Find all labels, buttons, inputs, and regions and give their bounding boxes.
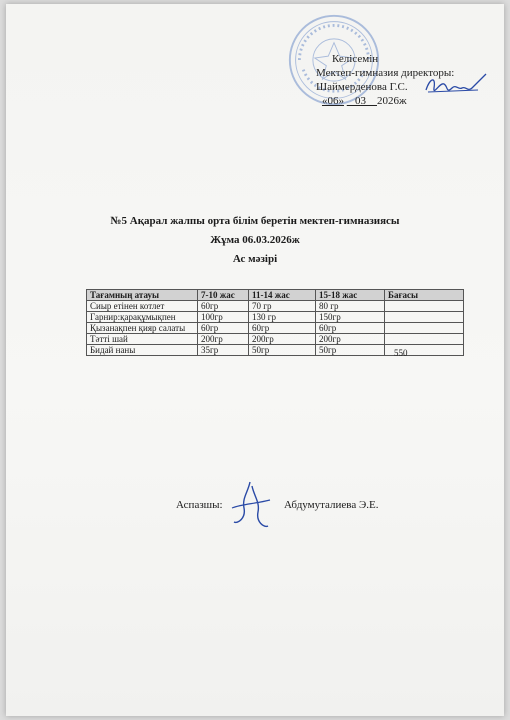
portion-7-10: 200гр (198, 334, 249, 345)
date-day: «06» (322, 95, 344, 107)
portion-15-18: 80 гр (316, 301, 385, 312)
cook-signature (228, 478, 274, 532)
table-row (87, 323, 464, 334)
director-signature (420, 68, 490, 104)
table-row (87, 301, 464, 312)
portion-15-18: 200гр (316, 334, 385, 345)
menu-table (86, 289, 464, 356)
portion-11-14: 50гр (249, 345, 316, 356)
document-page (6, 4, 504, 716)
column-header: Бағасы (385, 290, 464, 301)
column-header: 15-18 жас (316, 290, 385, 301)
cook-name: Абдумуталиева Э.Е. (284, 499, 379, 511)
dish-name: Сиыр етінен котлет (87, 301, 198, 312)
dish-name: Қызанақпен қияр салаты (87, 323, 198, 334)
column-header: Тағамның атауы (87, 290, 198, 301)
date-month: 03 (355, 95, 366, 107)
dish-name: Гарнир:қарақұмықпен (87, 312, 198, 323)
menu-date: Жұма 06.03.2026ж (210, 234, 300, 246)
portion-7-10: 60гр (198, 301, 249, 312)
table-row (87, 334, 464, 345)
price-cell (385, 334, 464, 345)
document-title: Ас мәзірі (232, 253, 278, 265)
portion-15-18: 60гр (316, 323, 385, 334)
title-block (0, 212, 510, 269)
dish-name: Бидай наны (87, 345, 198, 356)
table-header-row (87, 290, 464, 301)
portion-7-10: 35гр (198, 345, 249, 356)
dish-name: Тәтті шай (87, 334, 198, 345)
total-price: 550 (394, 348, 408, 358)
approval-heading: Келісемін (332, 53, 379, 65)
column-header: 11-14 жас (249, 290, 316, 301)
date-year: 2026ж (377, 95, 407, 107)
portion-11-14: 200гр (249, 334, 316, 345)
portion-15-18: 150гр (316, 312, 385, 323)
price-cell (385, 323, 464, 334)
portion-7-10: 100гр (198, 312, 249, 323)
cook-signature-line (176, 499, 436, 529)
director-title: Мектеп-гимназия директоры: (316, 67, 455, 79)
portion-11-14: 70 гр (249, 301, 316, 312)
column-header: 7-10 жас (198, 290, 249, 301)
portion-7-10: 60гр (198, 323, 249, 334)
portion-11-14: 130 гр (249, 312, 316, 323)
price-cell (385, 301, 464, 312)
table-row (87, 312, 464, 323)
price-cell (385, 312, 464, 323)
director-name: Шаймерденова Г.С. (316, 81, 408, 93)
portion-15-18: 50гр (316, 345, 385, 356)
cook-label: Аспазшы: (176, 499, 223, 511)
school-name: №5 Ақарал жалпы орта білім беретін мектеп-гимназиясы (110, 215, 400, 227)
portion-11-14: 60гр (249, 323, 316, 334)
